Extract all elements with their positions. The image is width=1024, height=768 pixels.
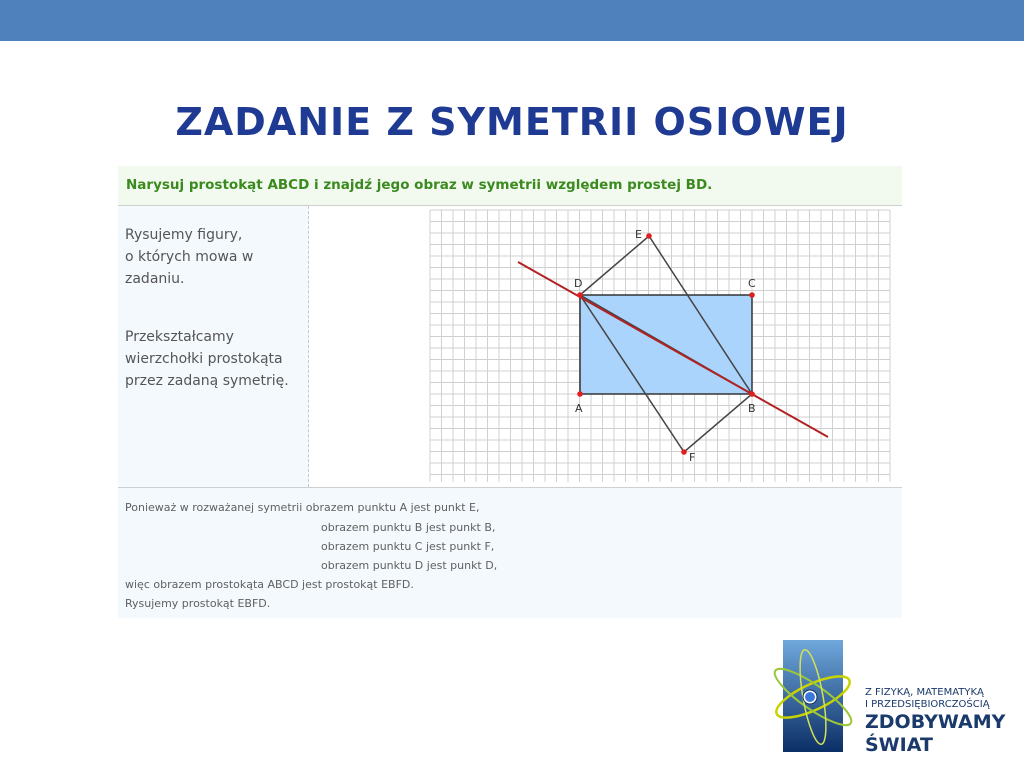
point-f (681, 449, 687, 455)
label-b: B (748, 402, 756, 415)
label-c: C (748, 277, 756, 290)
globe-orbit-icon (770, 625, 865, 768)
label-e: E (635, 228, 642, 241)
step-transform-vertices: Przekształcamy wierzchołki prostokąta przez zadaną symetrię. (125, 329, 289, 389)
label-f: F (689, 451, 696, 464)
slide-title: ZADANIE Z SYMETRII OSIOWEJ (175, 100, 849, 144)
explanation-line: obrazem punktu D jest punkt D, (321, 559, 498, 572)
point-c (749, 292, 755, 298)
explanation-line: obrazem punktu C jest punkt F, (321, 540, 495, 553)
point-e (646, 233, 652, 239)
explanation-line: obrazem punktu B jest punkt B, (321, 521, 496, 534)
logo-line-1: Z FIZYKĄ, MATEMATYKĄ (865, 687, 984, 698)
explanation-line: Ponieważ w rozważanej symetrii obrazem punktu A jest punkt E, (125, 501, 480, 514)
symmetry-diagram (118, 206, 902, 487)
task-instruction: Narysuj prostokąt ABCD i znajdź jego obraz w symetrii względem prostej BD. (126, 177, 713, 193)
exercise-figure (118, 166, 902, 618)
label-d: D (574, 277, 583, 290)
symmetry-axis (518, 262, 828, 437)
task-header (118, 166, 902, 206)
logo (770, 625, 1024, 768)
logo-line-2: I PRZEDSIĘBIORCZOŚCIĄ (865, 699, 990, 710)
step-draw-figures: Rysujemy figury, o których mowa w zadaniu. (125, 227, 254, 287)
explanation-line: Rysujemy prostokąt EBFD. (125, 597, 271, 610)
logo-line-4: ŚWIAT (865, 734, 933, 756)
main-panel (118, 206, 902, 487)
top-bar (0, 0, 1024, 41)
point-b (749, 391, 755, 397)
explanation-panel (118, 487, 902, 618)
point-d (577, 292, 583, 298)
label-a: A (575, 402, 583, 415)
explanation-line: więc obrazem prostokąta ABCD jest prostokąt EBFD. (125, 578, 414, 591)
logo-line-3: ZDOBYWAMY (865, 711, 1006, 733)
point-a (577, 391, 583, 397)
